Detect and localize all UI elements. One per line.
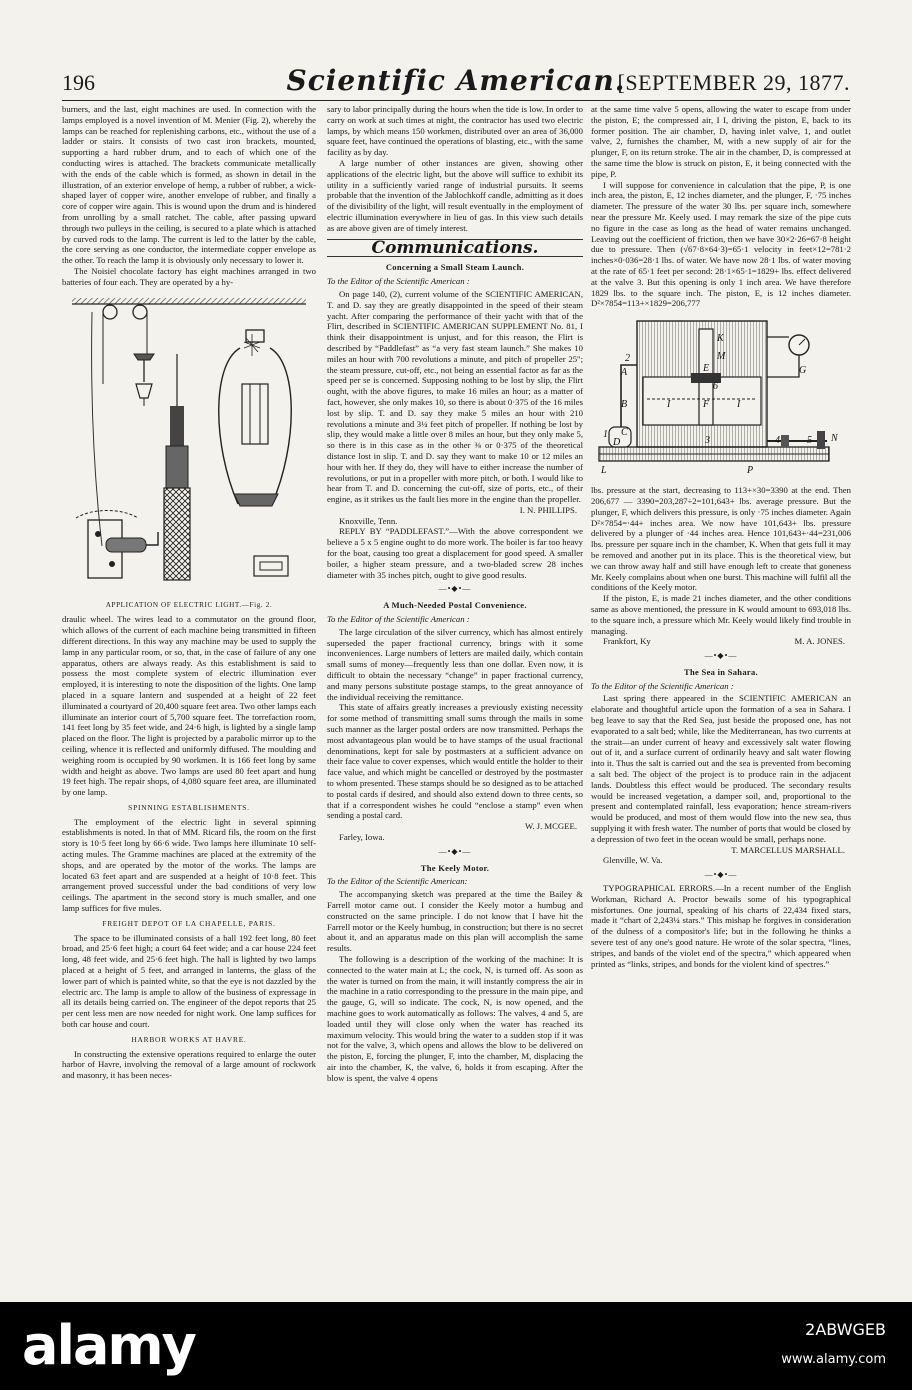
image-code: 2ABWGEB (805, 1320, 886, 1339)
paragraph: burners, and the last, eight machines are used. In connection with the lamps employed is a novel invention of M. Menier (Fig. 2), whereby the lamps can be reached for replenishing carbons, etc., without the use of a ladder or stairs. It consists of two cast iron brackets, mounted, supporting a hard rubber drum, and to each of which one of the conducting wires is attached. The brackets communicate metallically with the ends of the cable which is formed, as shown in detail in the illustration, of an exterior envelope of hemp, a rubber of rubber, a wick-shaped layer of copper wire, another envelope of rubber, and finally a core of copper wire again. This is wound upon the drum and is hindered from unrolling by a small ratchet. The cable, after passing upward through two pulleys in the ceiling, is secured to a plate which is attached by curved rods to the lamp. The current is led to the latter by the cable, the core serving as one conductor, the intermediate copper envelope as the other. To reach the lamp it is obviously only necessary to lower it. (62, 104, 316, 266)
author-place: Frankfort, Ky (603, 636, 651, 647)
paragraph: On page 140, (2), current volume of the SCIENTIFIC AMERICAN, T. and D. say they are greatly disappointed in the speed of their steam yacht. After comparing the performance of their yacht with that of the Flirt, described in SCIENTIFIC AMERICAN SUPPLEMENT No. 81, I think their disappointment is unjust, and for this reason, the Flirt is described by “Paddlefast” as “a very fast steam launch.” She makes 10 miles an hour with 700 revolutions a minute, and pitch of propeller 25"; the steam pressure, cut-off, etc., not being an essential factor as far as the speed per se is concerned. Supposing nothing to be lost by slip, the Flirt ought, with the above figures, to make 16 miles an hour; as a matter of fact, however, she only makes 10, so there is about 0·375 of the 16 miles lost by slip. T. and D. say they make 5 miles an hour with 210 revolutions a minute and 3¼ feet pitch of propeller. If nothing be lost by slip, they would make a little over 8 miles an hour, but they only make 5, so there is in this case as in the other ⅜ or 0·375 of the theoretical distance lost in slip. T. and D. say they want to make 10 or 12 miles an hour with her. If they do, they will have to either increase the number of revolutions, or put in a propeller with more pitch, or both. I would like to hear from T. and D. concerning the cut-off, size of ports, etc., of their engine, as it strikes us the fault lies more in the engine than the propeller. (327, 288, 583, 505)
label-5: 5 (807, 435, 812, 447)
paragraph: The following is a description of the working of the machine: It is connected to the water main at L; the cock, N, is turned off. As soon as the water is turned on from the main, it will instantly compress the air in the machine in a ratio corresponding to the pressure in the main pipe, and the gauge, G, will so indicate. The cock, N, is now opened, and the machine goes to work automatically as follows: The valves, 4 and 5, are loaded until they will close only when the water has reached its maximum velocity. This would bring the water to a sudden stop if it was not for the valve, 3, which opens and allows the blow to be delivered on the piston, E, forcing the plunger, F, into the chamber, M, displacing the air into the chamber, K, the valve, 6, holds it from escaping. After the blow is spent, the valve 4 opens (327, 953, 583, 1083)
paragraph: lbs. pressure at the start, decreasing to 113+×30=3390 at the end. Then 206,677 — 3390=203,287÷2=101,643+ lbs. average pressure. But the plunger, F, which delivers this pressure, is only ·75 inches diameter. Again D²×7854=·44+ inches area. We now have 101,643+ lbs. pressure delivered by a plunger of ·44 inches area. Hence 101,643+·44=231,006 lbs. pressure per square inch in the chamber, K. When that gets full it may be removed and another put in its place. This is the theoretical view, but we can throw away half and still have enough left to create that goneness Mr. Keely complains about when one burst. This machine will fulfil all the conditions of the Keely motor. (591, 485, 851, 593)
label-I-left: I (667, 399, 671, 411)
paragraph: sary to labor principally during the hours when the tide is low. In order to carry on work at such times at night, the contractor has used two electric lamps, by which means 150 workmen, distributed over an area of 36,000 square feet, have continued the operations of blasting, etc., with the same facility as by day. (327, 104, 583, 158)
masthead-title: Scientific American. (286, 64, 626, 97)
article-heading: A Much-Needed Postal Convenience. (383, 600, 527, 611)
column-1 (62, 104, 316, 1081)
editor-salutation: To the Editor of the Scientific American : (327, 614, 470, 625)
column-2 (327, 104, 583, 1084)
label-3: 3 (705, 435, 710, 447)
article-heading: Concerning a Small Steam Launch. (385, 262, 525, 273)
paragraph: The large circulation of the silver currency, which has almost entirely superseded the paper fractional currency, brings with it some inconveniences. Large numbers of letters are mailed daily, which contain small sums of money—frequently less than one dollar. Even now, it is difficult to obtain the necessary “change” in paper fractional currency, and many persons substitute postage stamps, to the great annoyance of the individual receiving the remittance. (327, 626, 583, 702)
label-N: N (831, 433, 838, 445)
label-G: G (799, 365, 807, 377)
author-name: T. MARCELLUS MARSHALL. (731, 844, 845, 855)
author-name: M. A. JONES. (794, 636, 845, 647)
paragraph: The employment of the electric light in several spinning establishments is noted. In that of MM. Ricard fils, the room on the first story is 10·5 feet long by 66·6 wide. Two lamps here illuminate 10 self-acting mules. The Gramme machines are placed at the extremity of the shops, and are operated by the motor of the works. The lamps are located 63 feet apart and are suspended at a height of 10·8 feet. This arrangement proved successful under the bad conditions of very low ceilings. The apartment in the second story is much smaller, and one lamp suffices for five mules. (62, 816, 316, 914)
paragraph: at the same time valve 5 opens, allowing the water to escape from under the piston, E; the compressed air, I I, driving the piston, E, back to its former position. The air chamber, D, having inlet valve, 1, and outlet valve, 2, furnishes the chamber, M, with a new supply of air for the plunger, F, on its return stroke. The air in the chamber, D, is compressed at the same time the blow is struck on piston, E, it being connected with the pipe, P. (591, 104, 851, 179)
divider-ornament: —•◆•— (438, 584, 472, 594)
paragraph: A large number of other instances are given, showing other applications of the electric light, but the above will suffice to exhibit its utility in a sufficiently varied range of industrial pursuits. It seems probable that the invention of the Jablochkoff candle, admitting as it does of the divisibility of the light, will result eventually in the employment of electric illumination everywhere in lieu of gas. In this view such details as are above given are of timely interest. (327, 157, 583, 233)
label-K: K (717, 333, 724, 345)
paragraph: REPLY BY “PADDLEFAST.”—With the above correspondent we believe a 5 x 5 engine ought to do more work. The boiler is far too heavy for the boat, causing too great a displacement for good speed. A smaller boiler, a higher steam pressure, and a two-bladed screw 28 inches diameter with 35 inches pitch, ought to give good results. (327, 526, 583, 580)
divider-ornament: —•◆•— (704, 870, 738, 880)
paragraph: The accompanying sketch was prepared at the time the Bailey & Farrell motor came out. I consider the Keely motor a humbug and constructed on the same principle. I do not know that I have hit the Farrell motor or the Keely humbug, in construction; but there is no secret about it, and an apparatus made on this plan will accomplish the same results. (327, 889, 583, 954)
section-subheading: SPINNING ESTABLISHMENTS. (128, 802, 250, 812)
figure-caption: APPLICATION OF ELECTRIC LIGHT.—Fig. 2. (105, 600, 273, 609)
label-M: M (717, 351, 726, 363)
divider-ornament: —•◆•— (704, 651, 738, 661)
label-I-right: I (737, 399, 741, 411)
lamp-apparatus-illustration (62, 294, 316, 598)
signature-line (327, 505, 583, 516)
watermark-url: www.alamy.com (781, 1352, 886, 1367)
article-heading: The Sea in Sahara. (684, 666, 758, 677)
label-P: P (747, 465, 754, 477)
page-number: 196 (62, 70, 95, 95)
editor-salutation: To the Editor of the Scientific American : (591, 680, 734, 691)
label-F: F (703, 399, 710, 411)
author-place: Farley, Iowa. (339, 832, 385, 842)
author-name: I. N. PHILLIPS. (519, 504, 577, 515)
editor-salutation: To the Editor of the Scientific American: (327, 876, 468, 887)
signature-line (327, 821, 583, 832)
section-subheading: FREIGHT DEPOT OF LA CHAPELLE, PARIS. (102, 918, 276, 928)
paragraph: If the piston, E, is made 21 inches diameter, and the other conditions same as above mentioned, the pressure in K would amount to 693,018 lbs. to the square inch, a pressure which Mr. Keely would likely find trouble in managing. (591, 593, 851, 636)
paragraph: The space to be illuminated consists of a hall 192 feet long, 80 feet broad, and 25·6 feet high; a court 64 feet wide; and a car house 224 feet long, 48 feet wide, and 25·6 feet high. The hall is lighted by two lamps placed at a height of 5 feet, and arranged in lanterns, the glass of the lower part of which is painted white, so that the eye is not dazzled by the electric arc. The lamp is ample to allow of the business of expressage in all its details being carried on. The engineer of the depot reports that 25 per cent less men are now needed for night work. One lamp suffices for both car house and court. (62, 932, 316, 1030)
editor-salutation: To the Editor of the Scientific American : (327, 276, 470, 287)
label-4: 4 (775, 435, 780, 447)
label-D: D (613, 437, 621, 449)
paragraph: The Noisiel chocolate factory has eight machines arranged in two batteries of four each. They are operated by a hy- (62, 265, 316, 287)
watermark-logo: alamy (22, 1314, 195, 1377)
label-6: 6 (713, 381, 718, 393)
divider-ornament: —•◆•— (438, 846, 472, 856)
keely-motor-figure (591, 315, 851, 481)
author-name: W. J. MCGEE. (524, 821, 577, 832)
signature-line (591, 845, 851, 856)
author-place: Knoxville, Tenn. (339, 515, 398, 526)
page-header (62, 66, 850, 101)
article-heading: The Keely Motor. (420, 862, 490, 873)
issue-date: [SEPTEMBER 29, 1877. (617, 70, 850, 95)
communications-heading: Communications. (327, 239, 583, 258)
paragraph: TYPOGRAPHICAL ERRORS.—In a recent number of the English Workman, Richard A. Proctor bewails some of his typographical misfortunes. One journal, speaking of his charts of 22,434 fixed stars, made it “chart of 2,243¼ stars.” This mishap he forgives in consideration of the dulness of a compositor's life; but in the following he thinks a severe test of any one's good nature. He wrote of the solar spectra, “lines, stripes, and bands of the violet end of the spectra,” which appeared when printed as “links, stripes, and bonds for the violent kind of spectres.” (591, 883, 851, 969)
paragraph: This state of affairs greatly increases a previously existing necessity for some method of transmitting small sums through the mails in some such manner as the larger postal orders are now transmitted. Perhaps the most advantageous plan would be to have stamps of the usual fractional denominations, kept for sale by postmasters at a sufficient advance on their face value to cover expenses, which would entitle the holder to their face value, and which might be cancelled or destroyed by the postmaster to whom presented. These stamps should be so designed as to be attached to postal cards if desired, and should also extend down to three cents, so that if a correspondent wishes he could “enclose a stamp” even when sending a postal card. (327, 702, 583, 821)
electric-light-figure (62, 294, 316, 598)
label-L: L (601, 465, 607, 477)
label-A: A (621, 367, 628, 379)
author-place: Glenville, W. Va. (603, 855, 663, 866)
watermark-banner (0, 1302, 912, 1390)
paragraph: In constructing the extensive operations required to enlarge the outer harbor of Havre, involving the removal of a large amount of rockwork and masonry, it has been neces- (62, 1048, 316, 1081)
keely-motor-diagram (591, 315, 851, 481)
label-B: B (621, 399, 628, 411)
paragraph: Last spring there appeared in the SCIENTIFIC AMERICAN an elaborate and thoughtful article upon the formation of a sea in Sahara. I beg leave to say that the Red Sea, just beside the proposed one, has not evaporated to a salt bed; while, like the Mediterranean, has two currents at the strait—an under current of heavy and excessively salt water flowing out of it, and a surface current of ordinarily heavy and salt water flowing into it. Thus the salt is carried out and the sea is prevented from becoming a salt bed. The object of the project is to produce rain in the adjacent lands. Doubtless this effect would be produced. The secondary results would be increased vegetation, a damper soil, and, proportional to the present and contemplated rainfall, less evaporation; hence stream-rivers would be produced, and most of them would flow into the new sea, thus supplying it with fresh water. The number of ports that would be closed by a depression of two feet in the ocean would be small, perhaps none. (591, 693, 851, 844)
paragraph: I will suppose for convenience in calculation that the pipe, P, is one inch area, the piston, E, 12 inches diameter, and the plunger, F, ·75 inches diameter. The pressure of the water 30 lbs. per square inch, somewhere near the pressure Mr. Keely used. I may remark the size of the pipe cuts no figure in the case as long as the head of water remains unchanged. Leaving out the coefficient of friction, then we have 30×2·26=67·8 height due to pressure. Then (√67·8×64·3)=65·1 velocity in feet×12=781·2 inches×0·036=28·1 lbs. of water. We have now 28·1 lbs. of water moving at the rate of 65·1 feet per second: 28·1×65·1=1829+ lbs. effect delivered at the valve 3. But this opening is only 1 inch area. We have therefore 1829 lbs. to the square inch. The piston, E, is 12 inches diameter. D²×7854=113+×1829=206,777 (591, 179, 851, 309)
label-E: E (703, 363, 710, 375)
column-3 (591, 104, 851, 969)
section-subheading: HARBOR WORKS AT HAVRE. (131, 1034, 247, 1044)
label-C: C (621, 427, 628, 439)
label-1: 1 (603, 429, 608, 441)
signature-line (591, 636, 851, 647)
paragraph: draulic wheel. The wires lead to a commutator on the ground floor, which allows of the current of each machine being transmitted in fifteen different directions. In this way any machine may be used to supply the lamp in any particular room, or so, that, in the case of failure of any one apparatus, others are always ready. As this establishment is said to possess the most complete system of electric illumination ever employed, it is interesting to note the disposition of the lights. One lamp placed in a square lantern and suspended at a height of 22 feet illuminated a courtyard of 20,400 square feet area. Two other lamps each illuminate an interior court of 5,700 square feet. The torrefaction room, 141 feet long by 35 feet wide, and 24·6 high, is lighted by a single lamp placed on the floor. The light is projected by a parabolic mirror up to the ceiling, whence it is reflected and uniformly diffused. The moulding and weighing room is occupied by 90 workmen. It is 166 feet long by same width and height as above. Two lamps are used 80 feet apart and hung 19 feet high. The repair shops, of 4,080 square feet area, are illuminated by one lamp. (62, 614, 316, 798)
label-2: 2 (625, 353, 630, 365)
